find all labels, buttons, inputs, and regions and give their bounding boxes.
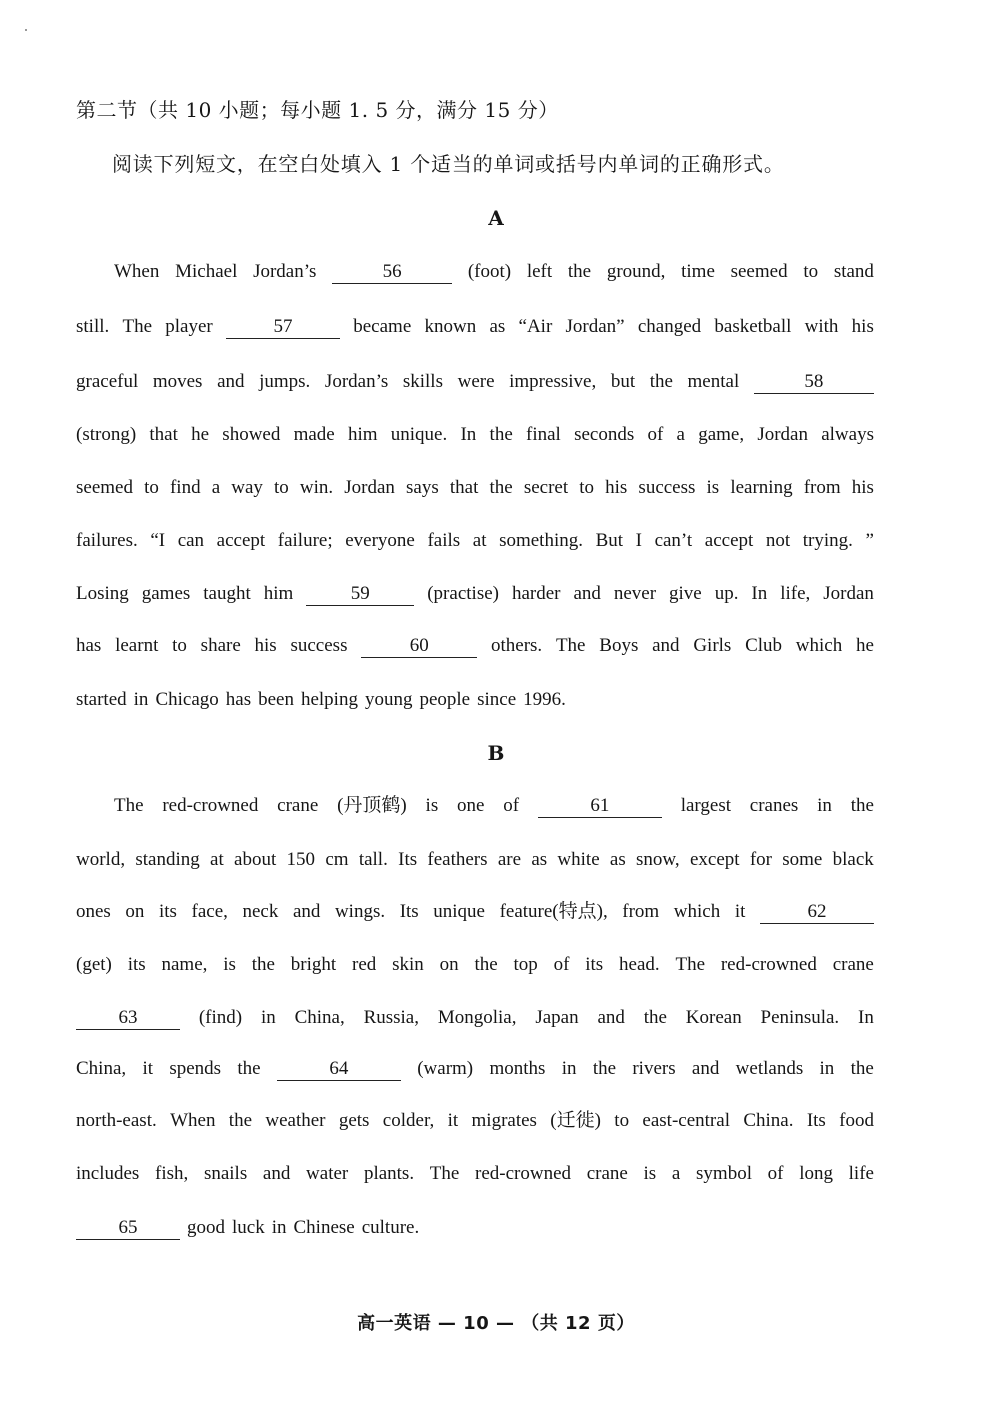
- passage-word: his: [851, 316, 874, 337]
- passage-word: China,: [76, 1058, 127, 1079]
- answer-blank[interactable]: 64: [277, 1058, 401, 1081]
- passage-word: migrates: [471, 1110, 537, 1131]
- answer-blank[interactable]: 59: [306, 583, 414, 606]
- answer-blank[interactable]: 57: [226, 316, 340, 339]
- passage-b-line: [76, 899, 874, 925]
- passage-word: to: [614, 1110, 630, 1131]
- passage-word: showed: [222, 424, 281, 445]
- passage-word: in: [271, 1217, 287, 1238]
- answer-blank[interactable]: 65: [76, 1217, 180, 1240]
- passage-word: started: [76, 689, 127, 710]
- section-heading: 第二节（共 10 小题；每小题 1. 5 分，满分 15 分）: [76, 98, 559, 122]
- passage-word: snails: [203, 1163, 248, 1184]
- passage-a-line: [76, 369, 874, 395]
- passage-word: something.: [499, 530, 583, 551]
- passage-word: been: [258, 689, 294, 710]
- passage-word: food: [839, 1110, 874, 1131]
- passage-word: that: [149, 424, 178, 445]
- passage-word: never: [613, 583, 657, 604]
- passage-word: graceful: [76, 371, 139, 392]
- passage-word: the: [649, 371, 673, 392]
- passage-word: is: [223, 954, 236, 975]
- passage-word: others.: [491, 635, 543, 656]
- passage-word: top: [513, 954, 538, 975]
- passage-word: wings.: [334, 901, 386, 922]
- passage-word: red-crowned: [720, 954, 817, 975]
- passage-word: Mongolia,: [437, 1007, 517, 1028]
- passage-word: is: [425, 795, 439, 816]
- passage-word: In: [858, 1007, 874, 1028]
- passage-word: (迁徙): [550, 1110, 601, 1131]
- passage-word: his: [254, 635, 277, 656]
- passage-word: 150: [286, 849, 316, 870]
- passage-word: share: [200, 635, 241, 656]
- passage-word: its: [127, 954, 146, 975]
- passage-word: him: [263, 583, 294, 604]
- passage-word: culture.: [361, 1217, 420, 1238]
- passage-word: “Air: [518, 316, 553, 337]
- passage-word: from: [622, 901, 660, 922]
- passage-word: luck: [232, 1217, 265, 1238]
- passage-word: When: [170, 1110, 216, 1131]
- passage-word: the: [489, 477, 513, 498]
- passage-word: largest: [680, 795, 731, 816]
- passage-word: about: [234, 849, 277, 870]
- scan-speck: [25, 29, 27, 31]
- passage-word: months: [489, 1058, 546, 1079]
- passage-word: known: [424, 316, 477, 337]
- passage-word: taught: [203, 583, 251, 604]
- passage-word: plants.: [363, 1163, 415, 1184]
- passage-word: failures.: [76, 530, 138, 551]
- passage-word: Its: [398, 849, 418, 870]
- passage-word: final: [526, 424, 561, 445]
- passage-word: were: [457, 371, 495, 392]
- passage-word: Club: [745, 635, 783, 656]
- passage-word: the: [251, 954, 275, 975]
- passage-word: (strong): [76, 424, 137, 445]
- passage-word: the: [474, 954, 498, 975]
- passage-word: head.: [619, 954, 660, 975]
- passage-word: Korean: [685, 1007, 742, 1028]
- passage-word: ”: [865, 530, 874, 551]
- answer-blank[interactable]: 63: [76, 1007, 180, 1030]
- passage-word: east-central: [642, 1110, 730, 1131]
- passage-word: Girls: [693, 635, 732, 656]
- passage-word: Its: [399, 901, 419, 922]
- passage-word: of: [767, 1163, 784, 1184]
- passage-word: failure;: [277, 530, 333, 551]
- passage-word: ones: [76, 901, 111, 922]
- passage-a-line: [76, 422, 874, 448]
- passage-a-line: [76, 475, 874, 501]
- passage-word: The: [675, 954, 706, 975]
- passage-word: from: [803, 477, 841, 498]
- passage-word: learnt: [115, 635, 159, 656]
- passage-word: China,: [294, 1007, 345, 1028]
- passage-word: has: [225, 689, 252, 710]
- passage-word: Jordan’s: [324, 371, 389, 392]
- passage-word: that: [449, 477, 479, 498]
- passage-word: still.: [76, 316, 110, 337]
- passage-word: as: [609, 849, 626, 870]
- passage-word: he: [191, 424, 210, 445]
- passage-word: can: [177, 530, 205, 551]
- passage-b-line: [114, 793, 874, 819]
- passage-word: The: [122, 316, 153, 337]
- passage-word: to: [803, 261, 819, 282]
- passage-word: feathers: [427, 849, 488, 870]
- passage-word: the: [228, 1110, 253, 1131]
- passage-word: Jordan: [823, 583, 874, 604]
- passage-word: north-east.: [76, 1110, 157, 1131]
- passage-word: as: [531, 849, 548, 870]
- passage-word: harder: [511, 583, 561, 604]
- passage-b-line: [76, 1215, 874, 1241]
- passage-word: wetlands: [735, 1058, 804, 1079]
- passage-word: except: [689, 849, 740, 870]
- passage-word: one: [457, 795, 485, 816]
- passage-word: basketball: [714, 316, 792, 337]
- passage-word: a: [671, 1163, 681, 1184]
- passage-word: trying.: [802, 530, 853, 551]
- passage-word: weather: [265, 1110, 326, 1131]
- passage-word: life: [848, 1163, 874, 1184]
- passage-word: Peninsula.: [760, 1007, 840, 1028]
- passage-word: to: [579, 477, 595, 498]
- passage-word: way: [231, 477, 263, 498]
- passage-a-line: [76, 528, 874, 554]
- passage-word: has: [76, 635, 102, 656]
- passage-word: learning: [730, 477, 793, 498]
- answer-blank[interactable]: 62: [760, 901, 874, 924]
- passage-word: games: [141, 583, 191, 604]
- passage-word: Chicago: [155, 689, 219, 710]
- passage-word: bright: [290, 954, 337, 975]
- passage-word: (find): [198, 1007, 243, 1028]
- passage-word: give: [669, 583, 702, 604]
- passage-word: its: [158, 901, 177, 922]
- passage-word: the: [643, 1007, 667, 1028]
- passage-word: which: [795, 635, 843, 656]
- passage-word: snow,: [636, 849, 680, 870]
- passage-word: good: [187, 1217, 225, 1238]
- passage-b-line: [76, 1108, 874, 1134]
- passage-a-line: [76, 581, 874, 607]
- passage-word: Michael: [175, 261, 238, 282]
- passage-word: spends: [169, 1058, 222, 1079]
- passage-word: people: [419, 689, 471, 710]
- passage-word: its: [585, 954, 604, 975]
- passage-a-line: [76, 633, 874, 659]
- passage-word: The: [114, 795, 144, 816]
- passage-word: the: [850, 795, 874, 816]
- passage-word: (warm): [417, 1058, 474, 1079]
- passage-word: it: [734, 901, 746, 922]
- passage-word: and: [691, 1058, 720, 1079]
- passage-word: everyone: [345, 530, 415, 551]
- passage-word: which: [673, 901, 721, 922]
- passage-word: jumps.: [259, 371, 311, 392]
- passage-word: of: [503, 795, 520, 816]
- passage-word: but: [610, 371, 636, 392]
- passage-word: he: [856, 635, 874, 656]
- passage-word: player: [165, 316, 213, 337]
- passage-word: it: [447, 1110, 459, 1131]
- passage-word: for: [749, 849, 772, 870]
- passage-word: in: [561, 1058, 577, 1079]
- passage-word: standing: [135, 849, 200, 870]
- passage-word: China.: [743, 1110, 794, 1131]
- passage-word: him: [347, 424, 378, 445]
- passage-word: can’t: [654, 530, 693, 551]
- passage-word: unique: [433, 901, 485, 922]
- passage-word: (get): [76, 954, 112, 975]
- answer-blank[interactable]: 56: [332, 261, 452, 284]
- passage-word: neck: [242, 901, 279, 922]
- passage-b-line: [76, 1056, 874, 1082]
- passage-word: mental: [687, 371, 740, 392]
- passage-word: always: [821, 424, 874, 445]
- passage-word: black: [832, 849, 874, 870]
- passage-word: of: [647, 424, 664, 445]
- passage-word: the: [567, 261, 592, 282]
- passage-word: in: [133, 689, 149, 710]
- passage-word: find: [169, 477, 201, 498]
- passage-word: red: [352, 954, 377, 975]
- passage-word: and: [597, 1007, 625, 1028]
- passage-b-line: [76, 952, 874, 978]
- passage-word: of: [553, 954, 570, 975]
- answer-blank[interactable]: 61: [538, 795, 662, 818]
- passage-word: time: [681, 261, 715, 282]
- passage-word: Its: [806, 1110, 826, 1131]
- passage-b-line: [76, 1005, 874, 1031]
- passage-word: game,: [698, 424, 745, 445]
- passage-word: a: [211, 477, 221, 498]
- passage-b-line: [76, 847, 874, 873]
- passage-word: says: [406, 477, 439, 498]
- passage-word: is: [706, 477, 720, 498]
- passage-word: Russia,: [363, 1007, 419, 1028]
- passage-word: win.: [299, 477, 334, 498]
- passage-word: white: [557, 849, 600, 870]
- passage-a-title: A: [488, 206, 504, 230]
- passage-word: feature(特点),: [499, 901, 608, 922]
- passage-word: skin: [392, 954, 424, 975]
- passage-word: world,: [76, 849, 126, 870]
- passage-word: Jordan”: [565, 316, 625, 337]
- passage-word: stand: [833, 261, 874, 282]
- passage-word: since: [477, 689, 517, 710]
- passage-word: Jordan: [757, 424, 808, 445]
- passage-word: In: [751, 583, 768, 604]
- passage-word: tall.: [358, 849, 388, 870]
- passage-word: seconds: [574, 424, 635, 445]
- passage-word: up.: [714, 583, 739, 604]
- passage-word: it: [142, 1058, 154, 1079]
- passage-word: accept: [704, 530, 754, 551]
- passage-word: success: [290, 635, 348, 656]
- passage-word: young: [364, 689, 413, 710]
- passage-word: his: [605, 477, 628, 498]
- passage-word: to: [274, 477, 289, 498]
- passage-word: (丹顶鹤): [337, 795, 407, 816]
- passage-word: long: [799, 1163, 833, 1184]
- passage-word: The: [555, 635, 586, 656]
- passage-word: impressive,: [509, 371, 597, 392]
- passage-word: and: [573, 583, 601, 604]
- passage-word: name,: [161, 954, 208, 975]
- passage-word: When: [114, 261, 160, 282]
- passage-word: Boys: [599, 635, 639, 656]
- passage-word: in: [260, 1007, 276, 1028]
- passage-word: helping: [300, 689, 358, 710]
- passage-word: to: [144, 477, 159, 498]
- page-footer: 高一英语 — 10 — （共 12 页）: [357, 1313, 635, 1334]
- passage-word: symbol: [696, 1163, 752, 1184]
- passage-word: (foot): [467, 261, 512, 282]
- passage-word: ground,: [606, 261, 666, 282]
- passage-word: changed: [637, 316, 702, 337]
- passage-word: seemed: [730, 261, 788, 282]
- passage-word: his: [851, 477, 874, 498]
- passage-word: the: [489, 424, 513, 445]
- passage-word: accept: [216, 530, 266, 551]
- passage-word: and: [262, 1163, 291, 1184]
- passage-word: red-crowned: [475, 1163, 572, 1184]
- passage-word: is: [643, 1163, 657, 1184]
- passage-word: the: [850, 1058, 874, 1079]
- passage-a-line: [76, 314, 874, 340]
- passage-word: fish,: [155, 1163, 189, 1184]
- passage-word: cranes: [749, 795, 799, 816]
- passage-word: and: [652, 635, 680, 656]
- answer-blank[interactable]: 58: [754, 371, 874, 394]
- passage-word: success: [638, 477, 696, 498]
- passage-word: colder,: [382, 1110, 435, 1131]
- passage-word: the: [592, 1058, 617, 1079]
- passage-word: on: [125, 901, 145, 922]
- passage-word: In: [460, 424, 477, 445]
- passage-b-title: B: [487, 741, 505, 765]
- passage-word: Jordan: [344, 477, 395, 498]
- passage-word: as: [489, 316, 506, 337]
- passage-word: face,: [191, 901, 228, 922]
- passage-word: at: [210, 849, 224, 870]
- passage-word: and: [292, 901, 321, 922]
- passage-word: crane: [832, 954, 874, 975]
- passage-word: The: [429, 1163, 460, 1184]
- passage-word: 1996.: [523, 689, 566, 710]
- passage-word: the: [237, 1058, 261, 1079]
- passage-word: skills: [402, 371, 443, 392]
- passage-word: gets: [338, 1110, 370, 1131]
- passage-word: became: [353, 316, 412, 337]
- passage-word: (practise): [427, 583, 499, 604]
- passage-word: to: [172, 635, 187, 656]
- passage-word: “I: [150, 530, 166, 551]
- passage-word: water: [306, 1163, 349, 1184]
- passage-word: a: [676, 424, 685, 445]
- passage-b-line: [76, 1161, 874, 1187]
- passage-word: secret: [523, 477, 569, 498]
- passage-word: unique.: [390, 424, 448, 445]
- passage-word: in: [819, 1058, 835, 1079]
- passage-word: red-crowned: [162, 795, 259, 816]
- passage-word: not: [765, 530, 791, 551]
- passage-word: cm: [325, 849, 349, 870]
- passage-word: Losing: [76, 583, 129, 604]
- instruction-text: 阅读下列短文，在空白处填入 1 个适当的单词或括号内单词的正确形式。: [112, 152, 785, 176]
- passage-word: Chinese: [293, 1217, 355, 1238]
- passage-word: left: [526, 261, 553, 282]
- passage-word: Jordan’s: [253, 261, 317, 282]
- passage-word: Japan: [535, 1007, 579, 1028]
- passage-word: fails: [427, 530, 461, 551]
- passage-word: But: [595, 530, 624, 551]
- answer-blank[interactable]: 60: [361, 635, 477, 658]
- passage-a-line: [76, 687, 874, 713]
- passage-word: on: [439, 954, 459, 975]
- passage-word: life,: [780, 583, 811, 604]
- passage-word: some: [782, 849, 823, 870]
- passage-word: crane: [586, 1163, 628, 1184]
- passage-word: made: [293, 424, 335, 445]
- passage-word: are: [497, 849, 522, 870]
- passage-word: with: [804, 316, 839, 337]
- passage-a-line: [114, 259, 874, 285]
- passage-word: crane: [277, 795, 319, 816]
- passage-word: at: [472, 530, 487, 551]
- passage-word: rivers: [632, 1058, 676, 1079]
- passage-word: I: [635, 530, 642, 551]
- passage-word: includes: [76, 1163, 140, 1184]
- passage-word: seemed: [76, 477, 133, 498]
- passage-word: in: [817, 795, 832, 816]
- passage-word: and: [217, 371, 245, 392]
- passage-word: moves: [152, 371, 203, 392]
